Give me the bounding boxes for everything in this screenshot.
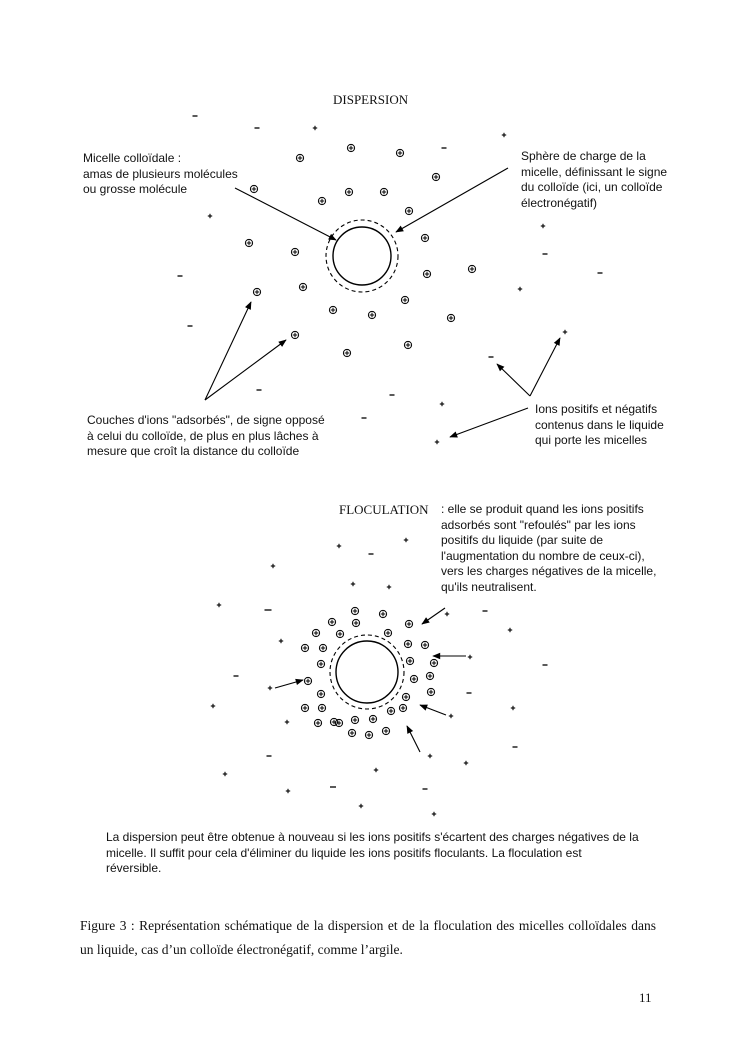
free-positive-ion <box>428 754 432 758</box>
free-positive-ion <box>286 789 290 793</box>
adsorbed-positive-ion <box>329 306 336 313</box>
free-positive-ion <box>374 768 378 772</box>
adsorbed-positive-ion <box>432 173 439 180</box>
free-ion-pointer-arrow-left <box>450 408 528 437</box>
free-positive-ion <box>440 402 444 406</box>
adsorbed-positive-ion <box>301 704 308 711</box>
adsorbed-positive-ion <box>347 144 354 151</box>
adsorbed-positive-ion <box>421 641 428 648</box>
free-ions-label: Ions positifs et négatifs contenus dans le liquide qui porte les micelles <box>535 402 664 447</box>
dispersion-charge-sphere <box>326 220 398 292</box>
reversibility-note: La dispersion peut être obtenue à nouveau si les ions positifs s'écartent des charges négatives de la micelle. Il suffit pour cela d'éliminer du liquide les ions positifs floculants. La floculation est réversible. <box>106 830 639 875</box>
adsorbed-positive-ion <box>245 239 252 246</box>
adsorbed-positive-ion <box>423 270 430 277</box>
adsorbed-positive-ion <box>345 188 352 195</box>
free-positive-ion <box>464 761 468 765</box>
adsorbed-positive-ion <box>430 659 437 666</box>
adsorbed-positive-ion <box>405 620 412 627</box>
adsorbed-positive-ion <box>399 704 406 711</box>
adsorbed-positive-ion <box>314 719 321 726</box>
free-positive-ion <box>435 440 439 444</box>
adsorbed-pointer-arrow-lower <box>205 340 286 400</box>
free-positive-ion <box>351 582 355 586</box>
adsorbed-positive-ion <box>301 644 308 651</box>
free-positive-ion <box>432 812 436 816</box>
charge-sphere-label: Sphère de charge de la micelle, définissant le signe du colloïde (ici, un colloïde électronégatif) <box>521 149 668 210</box>
free-positive-ion <box>541 224 545 228</box>
free-positive-ion <box>223 772 227 776</box>
adsorbed-positive-ion <box>312 629 319 636</box>
adsorbed-positive-ion <box>447 314 454 321</box>
floculation-title: FLOCULATION <box>339 502 429 517</box>
adsorbed-positive-ion <box>319 644 326 651</box>
adsorbed-positive-ion <box>379 610 386 617</box>
free-positive-ion <box>268 686 272 690</box>
adsorbed-pointer-arrow-upper <box>205 302 251 400</box>
adsorbed-positive-ion <box>401 296 408 303</box>
adsorbed-positive-ion <box>250 185 257 192</box>
adsorbed-positive-ion <box>427 688 434 695</box>
free-positive-ion <box>468 655 472 659</box>
free-positive-ion <box>337 544 341 548</box>
adsorbed-positive-ion <box>368 311 375 318</box>
repelled-ion-arrow <box>422 608 445 624</box>
free-positive-ion <box>271 564 275 568</box>
adsorbed-positive-ion <box>291 248 298 255</box>
sphere-pointer-arrow <box>396 168 508 232</box>
adsorbed-positive-ion <box>351 607 358 614</box>
adsorbed-positive-ion <box>380 188 387 195</box>
adsorbed-positive-ion <box>468 265 475 272</box>
free-positive-ion <box>208 214 212 218</box>
adsorbed-positive-ion <box>404 640 411 647</box>
free-positive-ion <box>502 133 506 137</box>
free-ion-pointer-arrow-minus <box>497 364 530 396</box>
repelled-ion-arrow <box>407 726 420 752</box>
adsorbed-positive-ion <box>318 704 325 711</box>
adsorbed-positive-ion <box>336 630 343 637</box>
dispersion-title: DISPERSION <box>333 92 409 107</box>
adsorbed-positive-ion <box>343 349 350 356</box>
adsorbed-positive-ion <box>304 677 311 684</box>
adsorbed-positive-ion <box>382 727 389 734</box>
figure-caption: Figure 3 : Représentation schématique de la dispersion et de la floculation des micelles colloïdales dans un liquide, cas d’un colloïde électronégatif, comme l’argile. <box>80 918 656 957</box>
adsorbed-ions-label: Couches d'ions "adsorbés", de signe opposé à celui du colloïde, de plus en plus lâches à mesure que croît la distance du colloïde <box>87 413 325 458</box>
adsorbed-positive-ion <box>317 660 324 667</box>
adsorbed-positive-ion <box>299 283 306 290</box>
floculation-micelle <box>336 641 398 703</box>
adsorbed-positive-ion <box>253 288 260 295</box>
adsorbed-positive-ion <box>369 715 376 722</box>
repelled-ion-arrow <box>420 705 446 715</box>
free-positive-ion <box>285 720 289 724</box>
adsorbed-positive-ion <box>402 693 409 700</box>
free-positive-ion <box>445 612 449 616</box>
adsorbed-positive-ion <box>348 729 355 736</box>
free-positive-ion <box>518 287 522 291</box>
free-positive-ion <box>511 706 515 710</box>
floculation-charge-sphere <box>330 635 404 709</box>
free-ion-pointer-arrow-plus <box>530 338 560 396</box>
adsorbed-positive-ion <box>404 341 411 348</box>
adsorbed-positive-ion <box>421 234 428 241</box>
free-positive-ion <box>313 126 317 130</box>
adsorbed-positive-ion <box>384 629 391 636</box>
free-positive-ion <box>217 603 221 607</box>
adsorbed-positive-ion <box>296 154 303 161</box>
adsorbed-positive-ion <box>351 716 358 723</box>
free-positive-ion <box>211 704 215 708</box>
micelle-pointer-arrow <box>235 188 336 240</box>
free-positive-ion <box>359 804 363 808</box>
repelled-ion-arrow <box>275 680 303 688</box>
adsorbed-positive-ion <box>405 207 412 214</box>
free-positive-ion <box>563 330 567 334</box>
ion-symbols <box>178 116 603 816</box>
adsorbed-positive-ion <box>410 675 417 682</box>
adsorbed-positive-ion <box>328 618 335 625</box>
adsorbed-positive-ion <box>317 690 324 697</box>
adsorbed-positive-ion <box>330 718 337 725</box>
adsorbed-positive-ion <box>406 657 413 664</box>
adsorbed-positive-ion <box>387 707 394 714</box>
micelle-label: Micelle colloïdale : amas de plusieurs molécules ou grosse molécule <box>83 151 238 196</box>
adsorbed-positive-ion <box>318 197 325 204</box>
adsorbed-positive-ion <box>396 149 403 156</box>
free-positive-ion <box>508 628 512 632</box>
free-positive-ion <box>449 714 453 718</box>
free-positive-ion <box>404 538 408 542</box>
dispersion-micelle <box>333 227 391 285</box>
adsorbed-positive-ion <box>426 672 433 679</box>
free-positive-ion <box>387 585 391 589</box>
free-positive-ion <box>279 639 283 643</box>
floculation-description: : elle se produit quand les ions positifs adsorbés sont "refoulés" par les ions positifs du liquide (par suite de l'augmentation du nombre de ceux-ci), vers les charges négatives de la micelle, qu'ils neutralisent. <box>441 502 657 594</box>
adsorbed-positive-ion <box>335 719 342 726</box>
adsorbed-positive-ion <box>365 731 372 738</box>
adsorbed-positive-ion <box>291 331 298 338</box>
page-number: 11 <box>639 990 652 1005</box>
adsorbed-positive-ion <box>352 619 359 626</box>
